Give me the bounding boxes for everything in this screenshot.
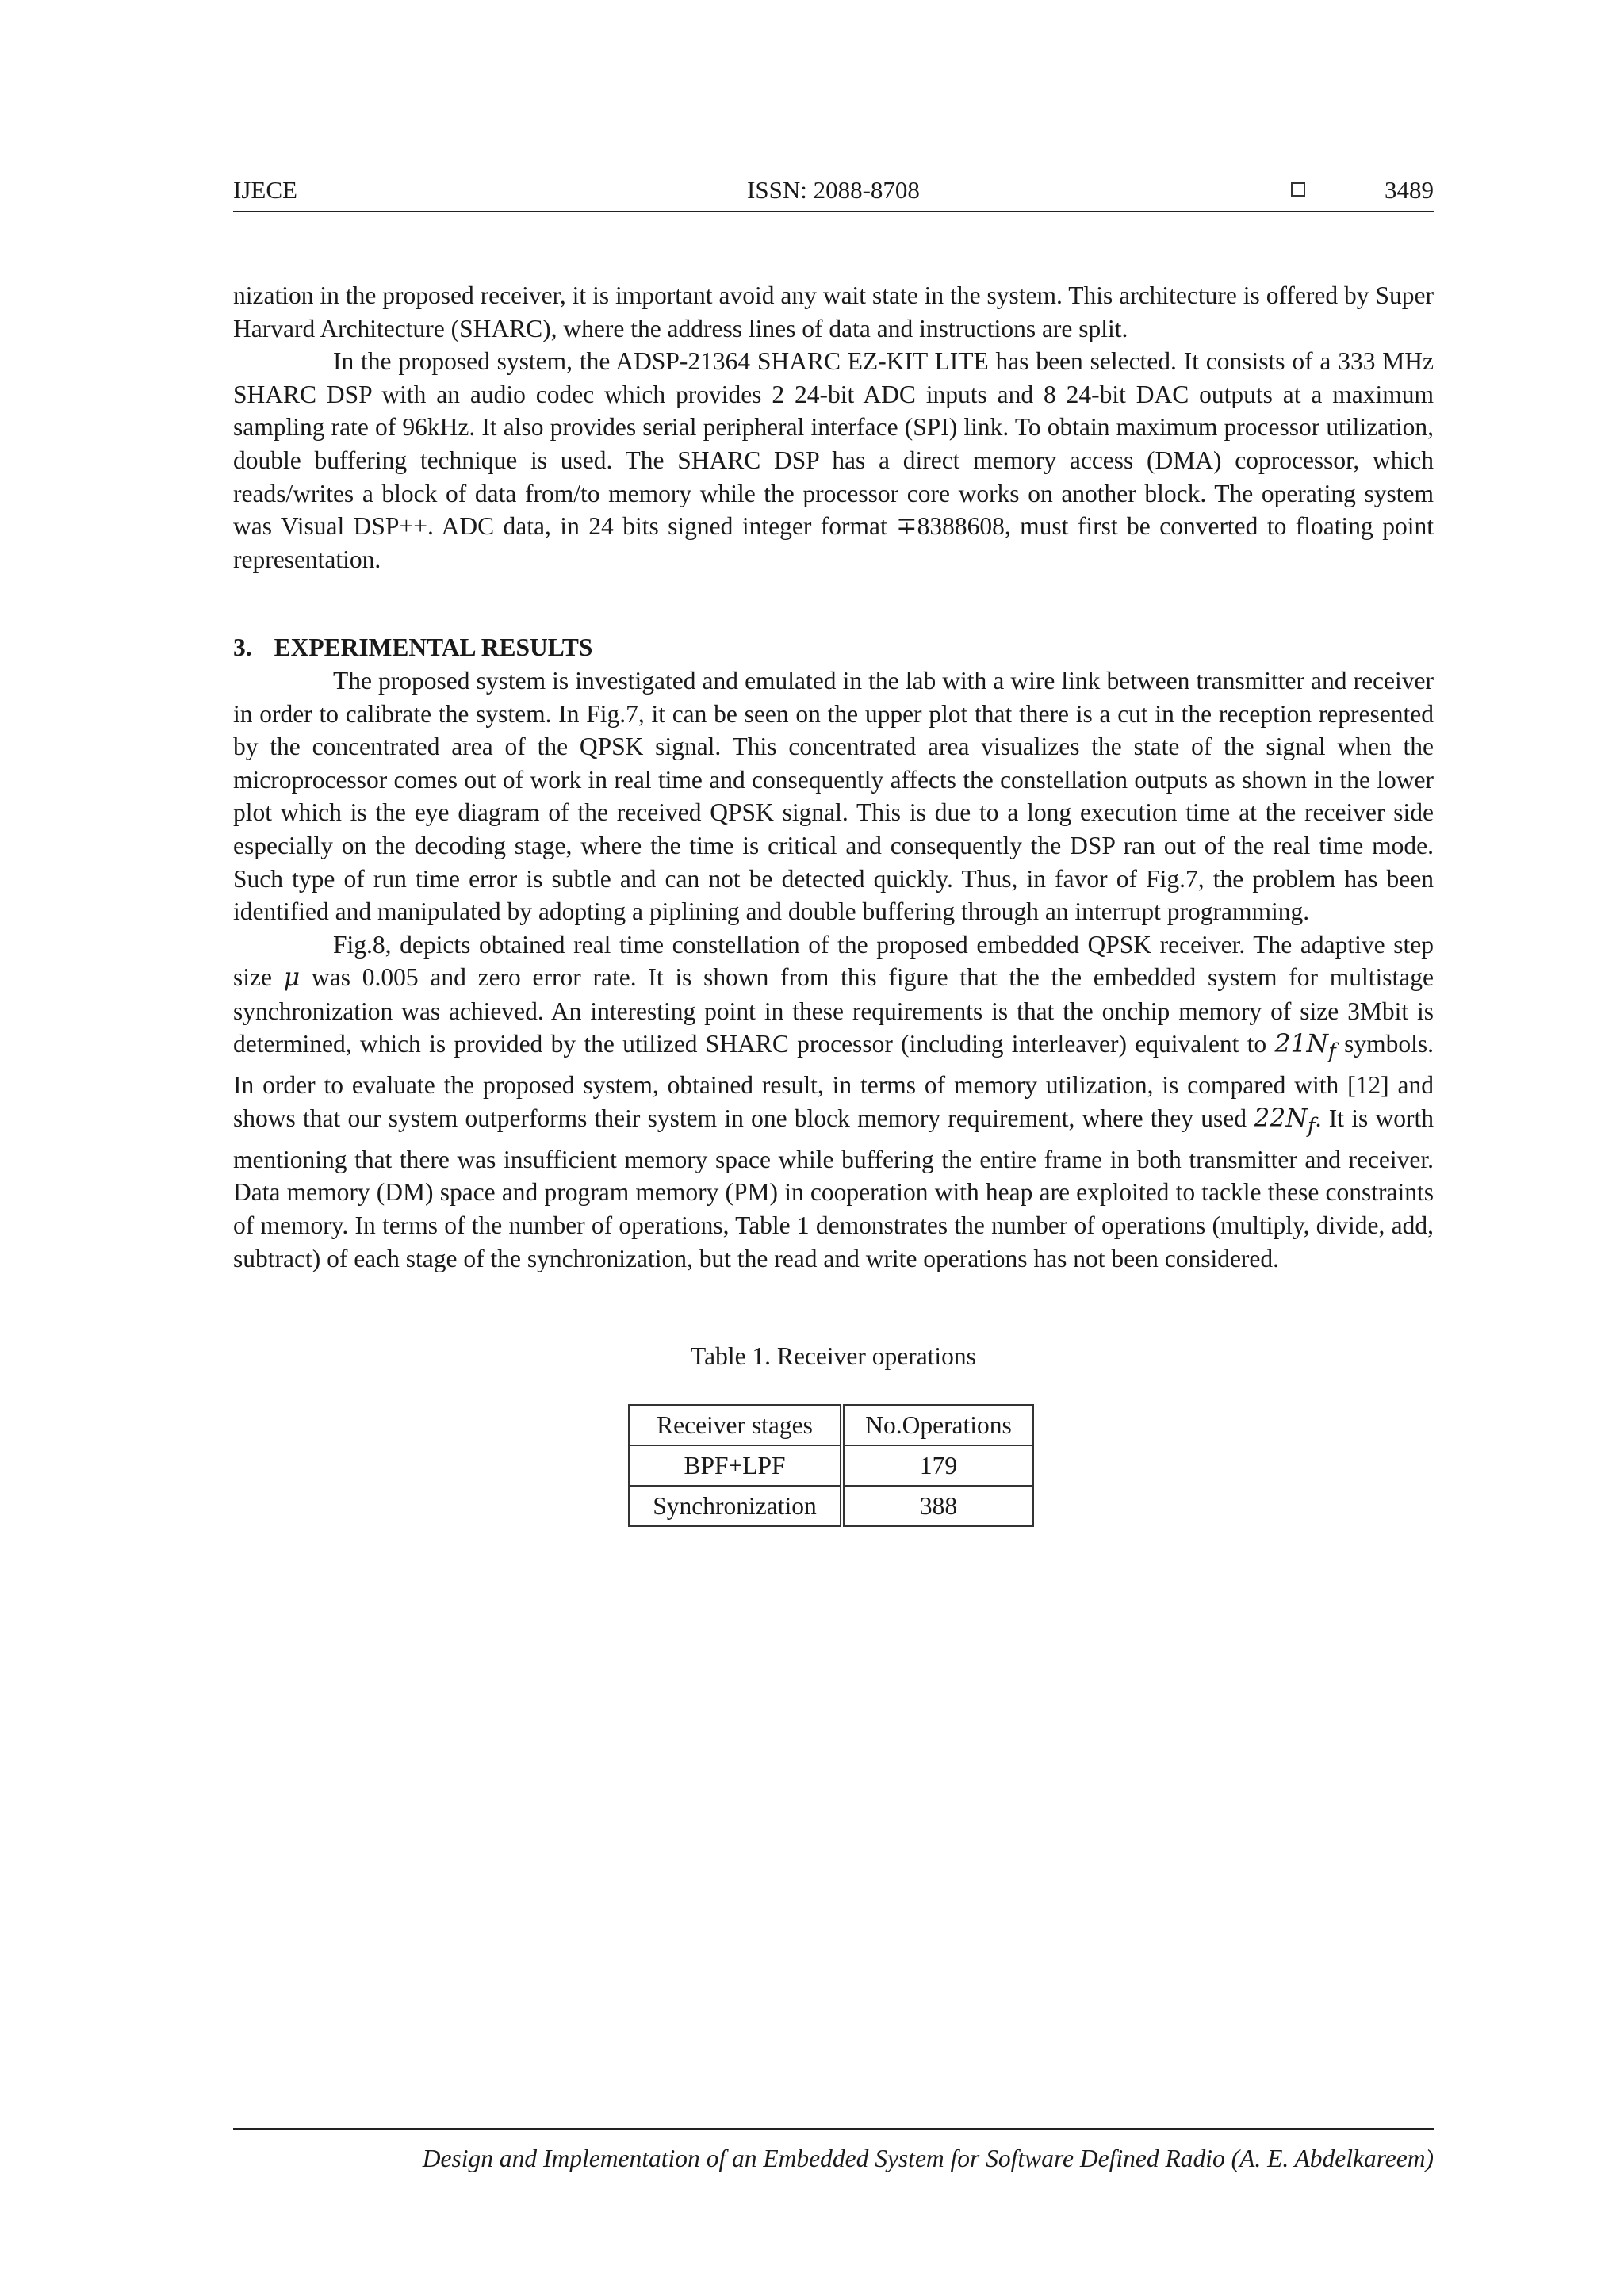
- table-header-row: [629, 1405, 1033, 1445]
- paragraph-4-part-b: was 0.005 and zero error rate. It is shown from this figure that the the embedded system for multistage synchronization was achieved. An interesting point in these requirements is that the onchip memory of size 3Mbit is determined, which is provided by the utilized SHARC processor (including interleaver) equivalent to: [233, 963, 1434, 1058]
- paragraph-2: In the proposed system, the ADSP-21364 SHARC EZ-KIT LITE has been selected. It consists of a 333 MHz SHARC DSP with an audio codec which provides 2 24-bit ADC inputs and 8 24-bit DAC outputs at a maximum sampling rate of 96kHz. It also provides serial peripheral interface (SPI) link. To obtain maximum processor utilization, double buffering technique is used. The SHARC DSP has a direct memory access (DMA) coprocessor, which reads/writes a block of data from/to memory while the processor core works on another block. The operating system was Visual DSP++. ADC data, in 24 bits signed integer format ∓8388608, must first be converted to floating point representation.: [233, 347, 1434, 573]
- paragraph-4: [233, 928, 1434, 1276]
- math-21nf: [1274, 1030, 1336, 1064]
- table-header-cell: No.Operations: [842, 1405, 1033, 1445]
- section-title: EXPERIMENTAL RESULTS: [274, 633, 593, 662]
- page-number: 3489: [1385, 176, 1434, 204]
- math-22n: 22N: [1254, 1104, 1308, 1133]
- paragraph-4-part-c: symbols. In order to evaluate the proposed system, obtained result, in terms of memory utilization, is compared with [12] and shows that our system outperforms their system in one block memory requirement, where they used: [233, 1030, 1434, 1132]
- table-cell: Synchronization: [629, 1486, 842, 1526]
- table-row: [629, 1445, 1033, 1486]
- section-heading: [233, 631, 1434, 664]
- table-cell: 179: [842, 1445, 1033, 1486]
- mu-symbol: μ: [283, 963, 301, 993]
- page-footer: Design and Implementation of an Embedded System for Software Defined Radio (A. E. Abdelkareem): [422, 2145, 1434, 2172]
- table-cell: 388: [842, 1486, 1033, 1526]
- math-sub-f: f: [1307, 1114, 1316, 1138]
- table-header-cell: Receiver stages: [629, 1405, 842, 1445]
- table-cell: BPF+LPF: [629, 1445, 842, 1486]
- math-sub-f: f: [1328, 1039, 1336, 1064]
- paragraph-1: nization in the proposed receiver, it is important avoid any wait state in the system. This architecture is offered by Super Harvard Architecture (SHARC), where the address lines of data and instructions are split.: [233, 281, 1434, 342]
- footer-rule: [233, 2128, 1434, 2130]
- math-22nf: [1254, 1104, 1316, 1138]
- square-icon: [1291, 182, 1305, 197]
- paragraph-4-part-d: . It is worth mentioning that there was insufficient memory space while buffering the entire frame in both transmitter and receiver. Data memory (DM) space and program memory (PM) in cooperation with heap are exploited to tackle these constraints of memory. In terms of the number of operations, Table 1 demonstrates the number of operations (multiply, divide, add, subtract) of each stage of the synchronization, but the read and write operations has not been considered.: [233, 1104, 1434, 1272]
- section-number: 3.: [233, 633, 252, 662]
- main-text: [233, 279, 1434, 1275]
- paragraph-4-part-a: Fig.8, depicts obtained real time constellation of the proposed embedded QPSK receiver. The adaptive step size: [233, 930, 1434, 992]
- paragraph-3: The proposed system is investigated and emulated in the lab with a wire link between transmitter and receiver in order to calibrate the system. In Fig.7, it can be seen on the upper plot that there is a cut in the reception represented by the concentrated area of the QPSK signal. This concentrated area visualizes the state of the signal when the microprocessor comes out of work in real time and consequently affects the constellation outputs as shown in the lower plot which is the eye diagram of the received QPSK signal. This is due to a long execution time at the receiver side especially on the decoding stage, where the time is critical and consequently the DSP ran out of the real time mode. Such type of run time error is subtle and can not be detected quickly. Thus, in favor of Fig.7, the problem has been identified and manipulated by adopting a piplining and double buffering through an interrupt programming.: [233, 666, 1434, 926]
- journal-name: IJECE: [233, 176, 297, 204]
- table-row: [629, 1486, 1033, 1526]
- issn: ISSN: 2088-8708: [747, 176, 920, 204]
- table-caption: Table 1. Receiver operations: [691, 1342, 976, 1370]
- math-21n: 21N: [1274, 1030, 1329, 1059]
- receiver-operations-table: [628, 1404, 1034, 1527]
- page-header: [233, 171, 1434, 212]
